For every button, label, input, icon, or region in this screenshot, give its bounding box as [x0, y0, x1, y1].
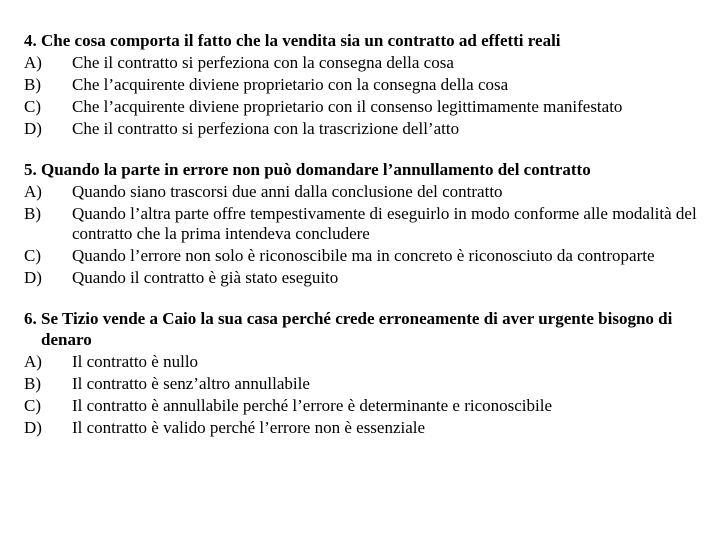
question-number: 6.	[24, 309, 37, 328]
question-4	[24, 30, 708, 139]
option-letter: D)	[24, 119, 42, 138]
option-letter: B)	[24, 204, 41, 223]
option-letter: A)	[24, 182, 42, 201]
question-text: Se Tizio vende a Caio la sua casa perché crede erroneamente di aver urgente bisogno di denaro	[41, 309, 673, 349]
option-letter: D)	[24, 268, 42, 287]
option-c	[24, 396, 708, 416]
option-d	[24, 119, 708, 139]
option-text: Che il contratto si perfeziona con la trascrizione dell’atto	[72, 119, 460, 138]
option-text: Che l’acquirente diviene proprietario con il consenso legittimamente manifestato	[72, 97, 623, 116]
option-d	[24, 268, 708, 288]
option-b	[24, 75, 708, 95]
option-text: Il contratto è annullabile perché l’errore è determinante e riconoscibile	[72, 396, 553, 415]
option-text: Il contratto è nullo	[72, 352, 199, 371]
option-a	[24, 53, 708, 73]
option-a	[24, 182, 708, 202]
option-letter: A)	[24, 352, 42, 371]
question-6	[24, 308, 708, 438]
option-letter: C)	[24, 97, 41, 116]
option-d	[24, 418, 708, 438]
option-letter: B)	[24, 374, 41, 393]
question-title	[24, 30, 708, 51]
option-text: Quando l’errore non solo è riconoscibile ma in concreto è riconosciuto da controparte	[72, 246, 655, 265]
question-5	[24, 159, 708, 288]
question-number: 5.	[24, 160, 37, 179]
question-title	[24, 308, 708, 350]
quiz-page	[24, 30, 708, 458]
option-b	[24, 204, 708, 244]
question-title	[24, 159, 708, 180]
option-a	[24, 352, 708, 372]
option-text: Quando l’altra parte offre tempestivamente di eseguirlo in modo conforme alle modalità del contratto che la prima intendeva concludere	[72, 204, 697, 243]
option-text: Quando siano trascorsi due anni dalla conclusione del contratto	[72, 182, 503, 201]
option-letter: D)	[24, 418, 42, 437]
option-letter: B)	[24, 75, 41, 94]
option-letter: C)	[24, 396, 41, 415]
option-text: Il contratto è valido perché l’errore non è essenziale	[72, 418, 426, 437]
option-text: Che l’acquirente diviene proprietario con la consegna della cosa	[72, 75, 509, 94]
option-text: Che il contratto si perfeziona con la consegna della cosa	[72, 53, 454, 72]
option-c	[24, 246, 708, 266]
option-letter: A)	[24, 53, 42, 72]
option-text: Quando il contratto è già stato eseguito	[72, 268, 339, 287]
question-text: Che cosa comporta il fatto che la vendita sia un contratto ad effetti reali	[41, 31, 561, 50]
question-number: 4.	[24, 31, 37, 50]
option-text: Il contratto è senz’altro annullabile	[72, 374, 310, 393]
option-c	[24, 97, 708, 117]
question-text: Quando la parte in errore non può domandare l’annullamento del contratto	[41, 160, 591, 179]
option-b	[24, 374, 708, 394]
option-letter: C)	[24, 246, 41, 265]
